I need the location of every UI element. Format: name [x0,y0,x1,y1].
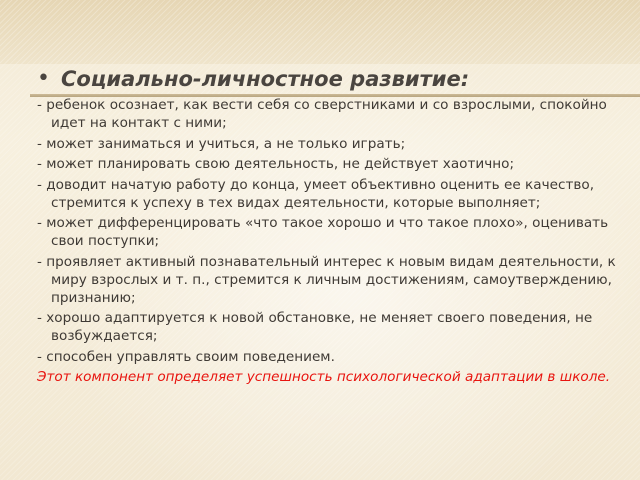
list-item: - способен управлять своим поведением. [37,348,335,365]
slide-body [37,96,622,389]
list-item: - проявляет активный познавательный интерес к новым видам деятельности, к миру взрослых и т. п., стремится к личным достижениям, самоутверждению, признанию; [37,253,616,306]
heading-row [37,64,637,94]
conclusion-text: Этот компонент определяет успешность психологической адаптации в школе. [37,369,611,385]
top-decorative-band [0,0,640,64]
list-item: - может планировать свою деятельность, не действует хаотично; [37,156,515,172]
heading-bullet: • [37,66,50,91]
list-item: - доводит начатую работу до конца, умеет объективно оценить ее качество, стремится к успеху в тех видах деятельности, которые выполняет; [37,176,595,211]
list-item: - хорошо адаптируется к новой обстановке, не меняет своего поведения, не возбуждается; [37,310,593,344]
list-item: - может дифференцировать «что такое хорошо и что такое плохо», оценивать свои поступки; [37,215,609,249]
slide-heading: Социально-личностное развитие: [61,67,470,91]
list-item: - может заниматься и учиться, а не только играть; [37,135,406,152]
list-item: - ребенок осознает, как вести себя со сверстниками и со взрослыми, спокойно идет на контакт с ними; [37,97,607,131]
